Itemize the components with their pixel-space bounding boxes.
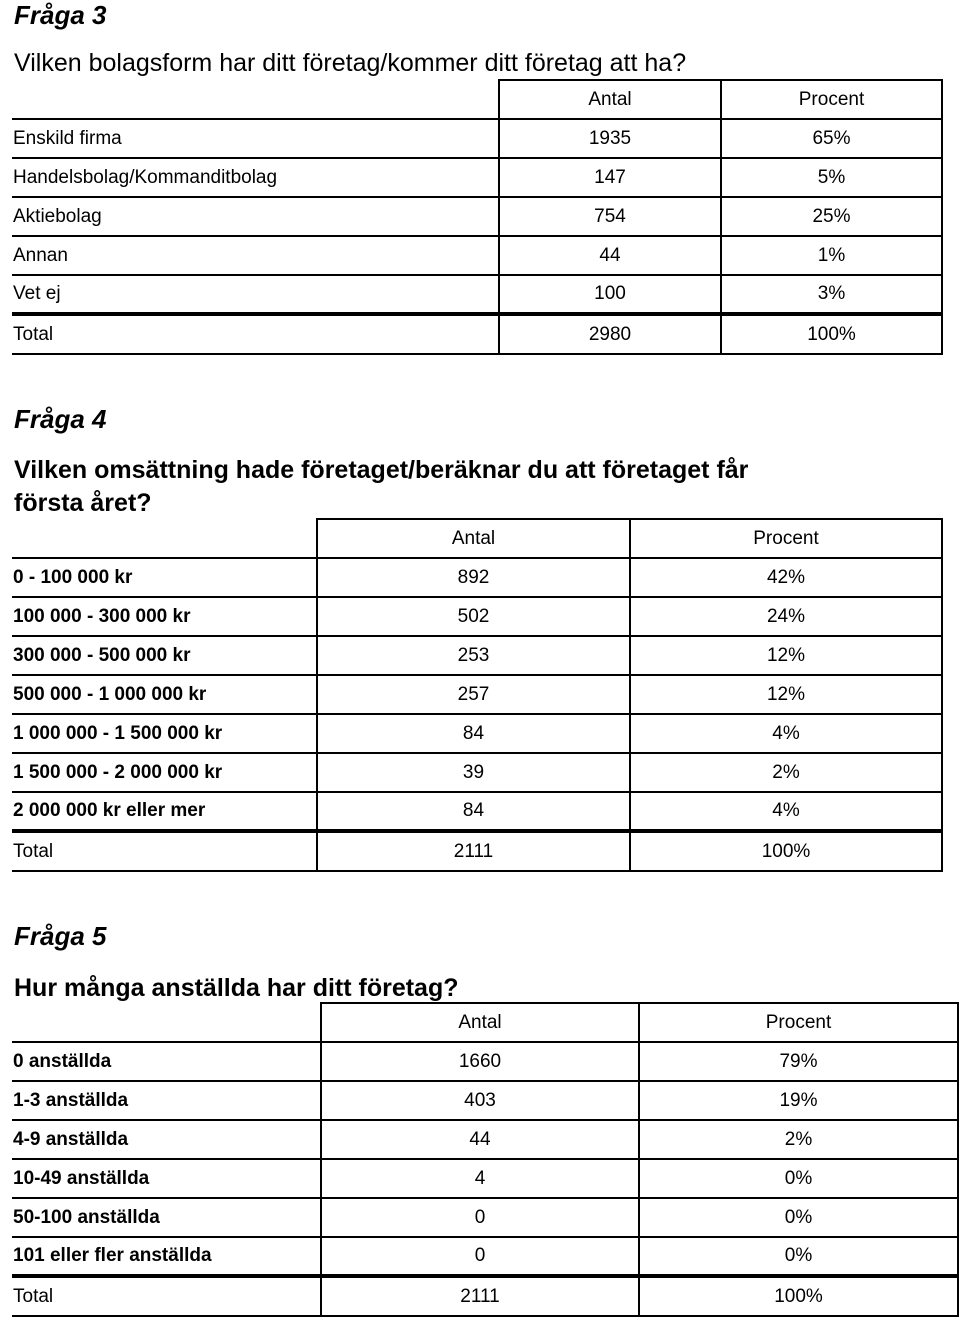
q4-header-count: Antal — [317, 519, 630, 558]
table-row — [12, 1198, 958, 1237]
q4-table — [12, 518, 943, 872]
q3-title: Fråga 3 — [14, 0, 107, 30]
total-percent: 100% — [639, 1276, 958, 1316]
table-row — [12, 636, 942, 675]
row-count: 253 — [317, 636, 630, 675]
table-row — [12, 597, 942, 636]
row-count: 44 — [499, 236, 721, 275]
row-label: 4-9 anställda — [12, 1120, 321, 1159]
total-label: Total — [12, 1276, 321, 1316]
row-percent: 79% — [639, 1042, 958, 1081]
q3-table — [12, 79, 943, 355]
q5-title: Fråga 5 — [14, 921, 107, 951]
row-percent: 12% — [630, 675, 942, 714]
row-label: 1 000 000 - 1 500 000 kr — [12, 714, 317, 753]
row-percent: 0% — [639, 1159, 958, 1198]
total-count: 2980 — [499, 314, 721, 354]
q3-question: Vilken bolagsform har ditt företag/kommer ditt företag att ha? — [14, 49, 687, 77]
row-count: 1660 — [321, 1042, 639, 1081]
table-row — [12, 119, 942, 158]
table-row — [12, 675, 942, 714]
row-label: Enskild firma — [12, 119, 499, 158]
row-label: 101 eller fler anställda — [12, 1237, 321, 1276]
row-label: 50-100 anställda — [12, 1198, 321, 1237]
q5-header-percent: Procent — [639, 1003, 958, 1042]
row-percent: 4% — [630, 714, 942, 753]
row-count: 84 — [317, 714, 630, 753]
row-label: 0 anställda — [12, 1042, 321, 1081]
row-percent: 42% — [630, 558, 942, 597]
q5-question: Hur många anställda har ditt företag? — [14, 974, 459, 1002]
total-percent: 100% — [721, 314, 942, 354]
table-row — [12, 714, 942, 753]
row-count: 39 — [317, 753, 630, 792]
q3-header-row — [12, 80, 942, 119]
total-row — [12, 1276, 958, 1316]
row-percent: 2% — [630, 753, 942, 792]
row-percent: 0% — [639, 1198, 958, 1237]
table-row — [12, 558, 942, 597]
row-percent: 3% — [721, 275, 942, 314]
q4-header-row — [12, 519, 942, 558]
row-label: Aktiebolag — [12, 197, 499, 236]
row-count: 892 — [317, 558, 630, 597]
q4-header-percent: Procent — [630, 519, 942, 558]
row-percent: 1% — [721, 236, 942, 275]
table-row — [12, 1042, 958, 1081]
total-row — [12, 314, 942, 354]
table-row — [12, 197, 942, 236]
total-row — [12, 831, 942, 871]
row-label: Handelsbolag/Kommanditbolag — [12, 158, 499, 197]
row-label: 10-49 anställda — [12, 1159, 321, 1198]
row-count: 502 — [317, 597, 630, 636]
q4-title: Fråga 4 — [14, 404, 107, 434]
row-label: 300 000 - 500 000 kr — [12, 636, 317, 675]
row-label: 0 - 100 000 kr — [12, 558, 317, 597]
row-label: 100 000 - 300 000 kr — [12, 597, 317, 636]
row-count: 403 — [321, 1081, 639, 1120]
row-percent: 65% — [721, 119, 942, 158]
row-label: 500 000 - 1 000 000 kr — [12, 675, 317, 714]
row-label: 1 500 000 - 2 000 000 kr — [12, 753, 317, 792]
total-count: 2111 — [321, 1276, 639, 1316]
table-row — [12, 1081, 958, 1120]
total-percent: 100% — [630, 831, 942, 871]
row-count: 100 — [499, 275, 721, 314]
row-count: 0 — [321, 1198, 639, 1237]
row-count: 1935 — [499, 119, 721, 158]
table-row — [12, 1120, 958, 1159]
row-label: Vet ej — [12, 275, 499, 314]
q5-table — [12, 1002, 959, 1317]
total-label: Total — [12, 831, 317, 871]
q3-header-count: Antal — [499, 80, 721, 119]
table-row — [12, 1237, 958, 1276]
q4-question-line2: första året? — [14, 489, 152, 517]
total-count: 2111 — [317, 831, 630, 871]
table-row — [12, 275, 942, 314]
table-row — [12, 1159, 958, 1198]
total-label: Total — [12, 314, 499, 354]
row-percent: 0% — [639, 1237, 958, 1276]
row-label: Annan — [12, 236, 499, 275]
row-percent: 19% — [639, 1081, 958, 1120]
table-row — [12, 753, 942, 792]
row-percent: 12% — [630, 636, 942, 675]
row-count: 754 — [499, 197, 721, 236]
row-percent: 5% — [721, 158, 942, 197]
row-percent: 4% — [630, 792, 942, 831]
table-row — [12, 236, 942, 275]
row-percent: 2% — [639, 1120, 958, 1159]
row-count: 4 — [321, 1159, 639, 1198]
row-label: 2 000 000 kr eller mer — [12, 792, 317, 831]
q3-header-percent: Procent — [721, 80, 942, 119]
row-percent: 24% — [630, 597, 942, 636]
row-count: 147 — [499, 158, 721, 197]
row-count: 84 — [317, 792, 630, 831]
row-percent: 25% — [721, 197, 942, 236]
row-label: 1-3 anställda — [12, 1081, 321, 1120]
row-count: 0 — [321, 1237, 639, 1276]
q5-header-count: Antal — [321, 1003, 639, 1042]
row-count: 257 — [317, 675, 630, 714]
table-row — [12, 792, 942, 831]
q5-header-row — [12, 1003, 958, 1042]
table-row — [12, 158, 942, 197]
q4-question-line1: Vilken omsättning hade företaget/beräknar du att företaget får — [14, 456, 749, 484]
row-count: 44 — [321, 1120, 639, 1159]
